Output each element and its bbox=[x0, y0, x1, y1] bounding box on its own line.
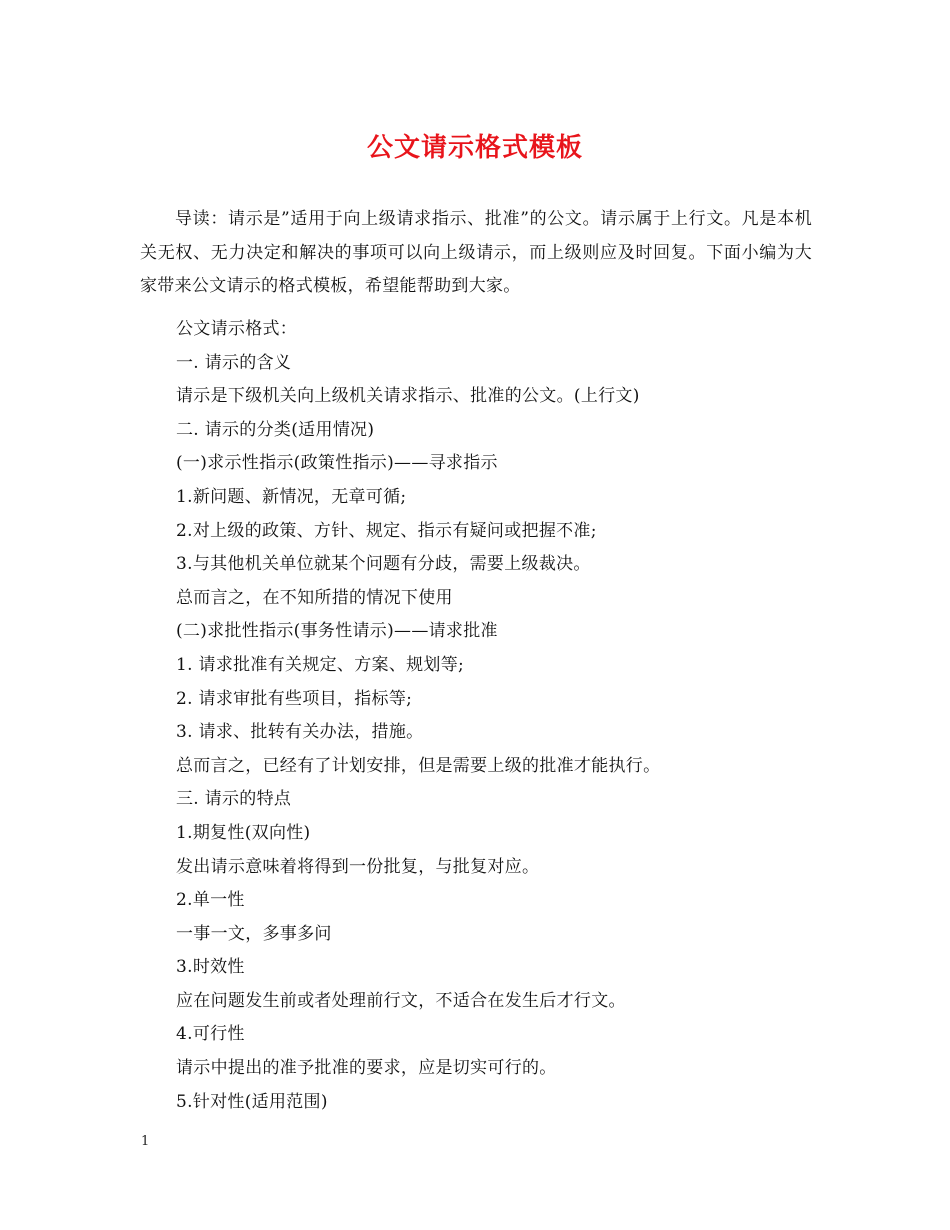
content-line: 1. 请求批准有关规定、方案、规划等; bbox=[176, 654, 465, 675]
content-line: 1.期复性(双向性) bbox=[176, 822, 311, 843]
content-line: 三. 请示的特点 bbox=[176, 789, 292, 810]
content-line: 一事一文，多事多问 bbox=[176, 923, 332, 944]
content-line: 请示中提出的准予批准的要求，应是切实可行的。 bbox=[176, 1058, 557, 1079]
content-line: (二)求批性指示(事务性请示)——请求批准 bbox=[176, 621, 498, 642]
content-line: 公文请示格式： bbox=[176, 319, 298, 339]
intro-paragraph: 导读：请示是”适用于向上级请求指示、批准”的公文。请示属于上行文。凡是本机关无权、无力决定和解决的事项可以向上级请示，而上级则应及时回复。下面小编为大家带来公文请示的格式模板，希望能帮助到大家。 bbox=[140, 209, 812, 296]
content-line: 2.对上级的政策、方针、规定、指示有疑问或把握不准; bbox=[176, 520, 597, 541]
content-line: 二. 请示的分类(适用情况) bbox=[176, 419, 375, 440]
content-line: 一. 请示的含义 bbox=[176, 352, 292, 373]
content-line: (一)求示性指示(政策性指示)——寻求指示 bbox=[176, 453, 498, 474]
content-line: 3.与其他机关单位就某个问题有分歧，需要上级裁决。 bbox=[176, 554, 591, 575]
content-line: 总而言之，在不知所措的情况下使用 bbox=[176, 587, 453, 608]
page-number: 1 bbox=[141, 1134, 150, 1149]
document-title: 公文请示格式模板 bbox=[366, 133, 583, 163]
content-line: 1.新问题、新情况，无章可循; bbox=[176, 486, 407, 507]
content-line: 2.单一性 bbox=[176, 890, 245, 911]
content-line: 4.可行性 bbox=[176, 1024, 245, 1045]
content-line: 总而言之，已经有了计划安排，但是需要上级的批准才能执行。 bbox=[176, 755, 661, 776]
content-line: 3. 请求、批转有关办法，措施。 bbox=[176, 722, 424, 743]
content-line: 2. 请求审批有些项目，指标等; bbox=[176, 688, 413, 709]
content-lines bbox=[176, 313, 812, 1119]
content-line: 发出请示意味着将得到一份批复，与批复对应。 bbox=[176, 856, 540, 877]
content-line: 5.针对性(适用范围) bbox=[176, 1091, 328, 1112]
content-line: 应在问题发生前或者处理前行文，不适合在发生后才行文。 bbox=[176, 990, 626, 1011]
content-line: 请示是下级机关向上级机关请求指示、批准的公文。(上行文) bbox=[176, 386, 640, 407]
content-line: 3.时效性 bbox=[176, 957, 245, 978]
